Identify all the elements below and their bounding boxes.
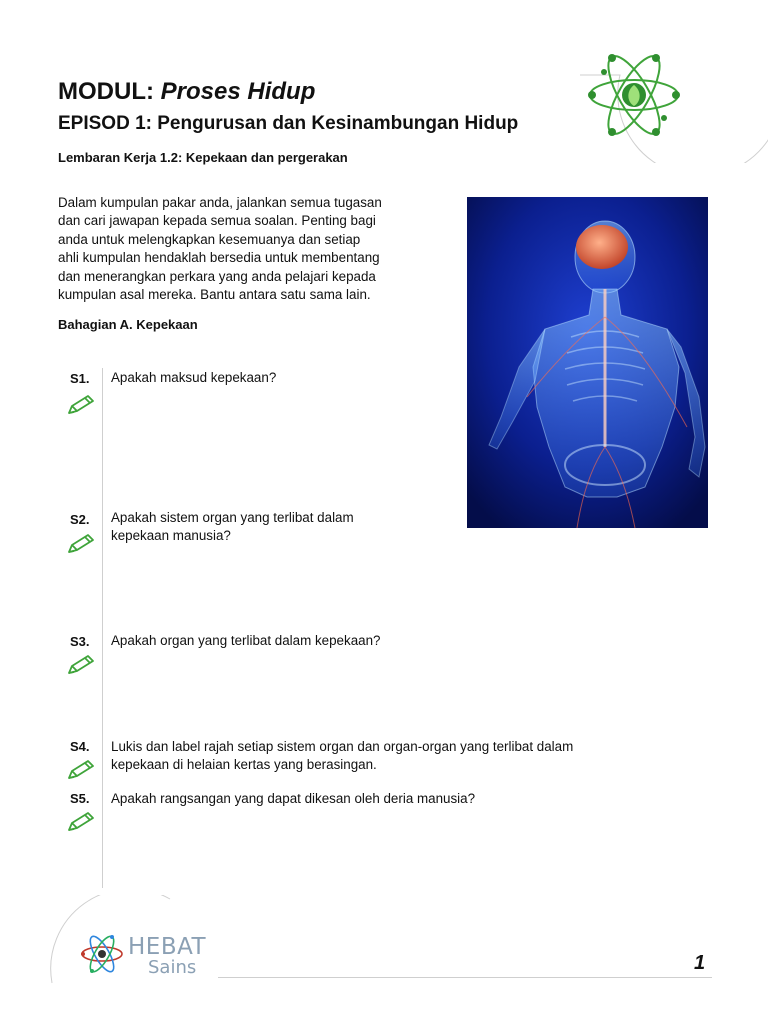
question-text: [111, 790, 475, 808]
question-text: [111, 369, 276, 387]
intro-paragraph: [58, 194, 448, 304]
atom-leaf-icon: [586, 50, 682, 140]
question-line: Apakah sistem organ yang terlibat dalam: [111, 510, 354, 525]
question-number: S1.: [70, 371, 90, 386]
pencil-icon: [66, 810, 96, 834]
question-number: S2.: [70, 512, 90, 527]
pencil-icon: [66, 393, 96, 417]
intro-line: Dalam kumpulan pakar anda, jalankan semua tugasan: [58, 195, 382, 210]
episode-title: EPISOD 1: Pengurusan dan Kesinambungan Hidup: [58, 113, 519, 134]
section-heading: Bahagian A. Kepekaan: [58, 317, 198, 332]
pencil-icon: [66, 758, 96, 782]
question-text: [111, 632, 381, 650]
atom-icon: [80, 932, 124, 976]
question-line: kepekaan di helaian kertas yang berasingan.: [111, 756, 377, 772]
question-text: [111, 738, 573, 773]
question-number: S5.: [70, 791, 90, 806]
page-number: 1: [694, 952, 706, 974]
question-divider-line: [102, 368, 103, 888]
intro-line: dan cari jawapan kepada semua soalan. Penting bagi: [58, 213, 376, 229]
intro-line: anda untuk melengkapkan kesemuanya dan setiap: [58, 231, 361, 247]
question-number: S3.: [70, 634, 90, 649]
intro-line: kumpulan asal mereka. Bantu antara satu sama lain.: [58, 287, 371, 303]
question-number: S4.: [70, 739, 90, 754]
question-line: Lukis dan label rajah setiap sistem organ dan organ-organ yang terlibat dalam: [111, 739, 574, 754]
intro-line: dan menerangkan perkara yang anda pelajari kepada: [58, 268, 376, 284]
footer-rule: [218, 977, 712, 978]
module-name: Proses Hidup: [160, 78, 316, 105]
brand-name: HEBAT: [128, 934, 207, 960]
module-prefix: MODUL:: [58, 78, 154, 105]
question-line: Apakah rangsangan yang dapat dikesan oleh deria manusia?: [111, 791, 476, 806]
question-line: Apakah organ yang terlibat dalam kepekaan?: [111, 633, 381, 648]
intro-line: ahli kumpulan hendaklah bersedia untuk membentang: [58, 250, 380, 266]
module-title: [58, 78, 315, 106]
question-line: Apakah maksud kepekaan?: [111, 370, 277, 385]
worksheet-title: Lembaran Kerja 1.2: Kepekaan dan pergerakan: [58, 150, 348, 165]
human-nervous-system-image: [467, 197, 708, 528]
brand-subname: Sains: [148, 957, 197, 978]
question-text: [111, 509, 354, 544]
pencil-icon: [66, 653, 96, 677]
question-line: kepekaan manusia?: [111, 527, 231, 543]
pencil-icon: [66, 532, 96, 556]
